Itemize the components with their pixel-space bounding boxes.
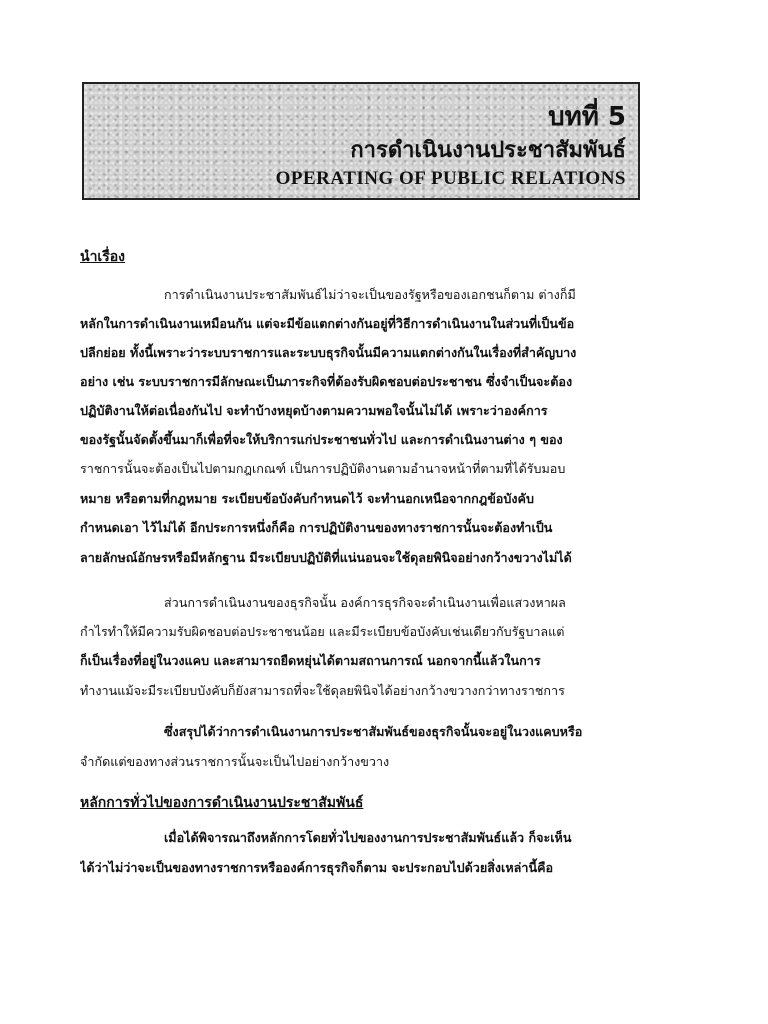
paragraph-line: ก็เป็นเรื่องที่อยู่ในวงแคบ และสามารถยืดหยุ่นได้ตามสถานการณ์ นอกจากนี้แล้วในการ xyxy=(80,653,541,668)
paragraph-line: ลายลักษณ์อักษรหรือมีหลักฐาน มีระเบียบปฏิบัติที่แน่นอนจะใช้ดุลยพินิจอย่างกว้างขวางไม่ได้ xyxy=(80,550,572,565)
paragraph-line: ส่วนการดำเนินงานของธุรกิจนั้น องค์การธุรกิจจะดำเนินงานเพื่อแสวงหาผล xyxy=(164,595,566,610)
paragraph-line: ปลีกย่อย ทั้งนี้เพราะว่าระบบราชการและระบบธุรกิจนั้นมีความแตกต่างกันในเรื่องที่สำคัญบาง xyxy=(80,345,577,360)
paragraph-line: ทำงานแม้จะมีระเบียบบังคับก็ยังสามารถที่จะใช้ดุลยพินิจได้อย่างกว้างขวางกว่าทางราชการ xyxy=(80,683,565,698)
paragraph-line: หมาย หรือตามที่กฎหมาย ระเบียบข้อบังคับกำหนดไว้ จะทำนอกเหนือจากกฎข้อบังคับ xyxy=(80,491,534,506)
paragraph-line: ซึ่งสรุปได้ว่าการดำเนินงานการประชาสัมพันธ์ของธุรกิจนั้นจะอยู่ในวงแคบหรือ xyxy=(164,724,583,739)
paragraph-line: จำกัดแต่ของทางส่วนราชการนั้นจะเป็นไปอย่างกว้างขวาง xyxy=(80,754,390,769)
paragraph-line: ปฏิบัติงานให้ต่อเนื่องกันไป จะทำบ้างหยุดบ้างตามความพอใจนั้นไม่ได้ เพราะว่าองค์การ xyxy=(80,403,548,418)
chapter-header-box xyxy=(82,82,640,200)
paragraph-line: ราชการนั้นจะต้องเป็นไปตามกฎเกณฑ์ เป็นการปฏิบัติงานตามอำนาจหน้าที่ตามที่ได้รับมอบ xyxy=(80,461,566,476)
chapter-number: บทที่ 5 xyxy=(548,102,626,132)
chapter-title-thai: การดำเนินงานประชาสัมพันธ์ xyxy=(350,138,626,163)
paragraph-line: กำไรทำให้มีความรับผิดชอบต่อประชาชนน้อย และมีระเบียบข้อบังคับเช่นเดียวกับรัฐบาลแต่ xyxy=(80,624,565,639)
paragraph-line: ของรัฐนั้นจัดตั้งขึ้นมาก็เพื่อที่จะให้บริการแก่ประชาชนทั่วไป และการดำเนินงานต่าง ๆ ของ xyxy=(80,432,563,447)
paragraph-line: หลักในการดำเนินงานเหมือนกัน แต่จะมีข้อแตกต่างกันอยู่ที่วิธีการดำเนินงานในส่วนที่เป็นข้อ xyxy=(80,316,575,331)
paragraph-line: กำหนดเอา ไว้ไม่ได้ อีกประการหนึ่งก็คือ การปฏิบัติงานของทางราชการนั้นจะต้องทำเป็น xyxy=(80,520,553,535)
section-heading-general-principles: หลักการทั่วไปของการดำเนินงานประชาสัมพันธ์ xyxy=(80,795,364,811)
paragraph-line: การดำเนินงานประชาสัมพันธ์ไม่ว่าจะเป็นของรัฐหรือของเอกชนก็ตาม ต่างก็มี xyxy=(164,287,576,302)
paragraph-line: อย่าง เช่น ระบบราชการมีลักษณะเป็นภาระกิจที่ต้องรับผิดชอบต่อประชาชน ซึ่งจำเป็นจะต้อง xyxy=(80,374,573,389)
section-heading-introduction: นำเรื่อง xyxy=(80,249,125,265)
paragraph-line: เมื่อได้พิจารณาถึงหลักการโดยทั่วไปของงานการประชาสัมพันธ์แล้ว ก็จะเห็น xyxy=(164,830,572,845)
chapter-title-english: OPERATING OF PUBLIC RELATIONS xyxy=(275,168,626,189)
paragraph-line: ได้ว่าไม่ว่าจะเป็นของทางราชการหรือองค์การธุรกิจก็ตาม จะประกอบไปด้วยสิ่งเหล่านี้คือ xyxy=(80,860,554,875)
